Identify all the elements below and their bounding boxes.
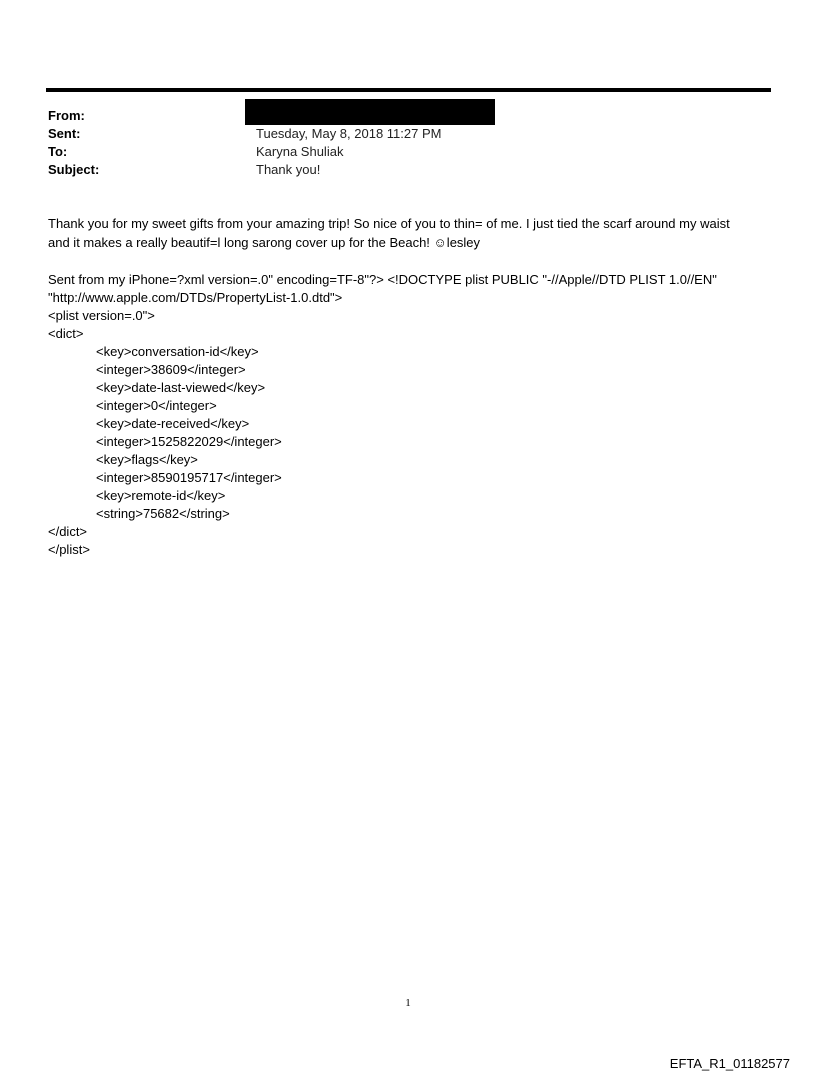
- bates-number: EFTA_R1_01182577: [669, 1056, 790, 1071]
- dict-open: <dict>: [48, 326, 84, 341]
- plist-close: </plist>: [48, 542, 90, 557]
- sent-from-line-1: Sent from my iPhone=?xml version=.0" encoding=TF-8"?> <!DOCTYPE plist PUBLIC "-//Apple//DTD PLIST 1.0//EN": [48, 272, 717, 287]
- plist-entry: <string>75682</string>: [96, 506, 230, 521]
- to-label: To:: [48, 144, 68, 159]
- plist-entry: <key>date-received</key>: [96, 416, 250, 431]
- header-rule: [46, 88, 771, 92]
- plist-entry: <key>remote-id</key>: [96, 488, 226, 503]
- sent-from-line-2: "http://www.apple.com/DTDs/PropertyList-1.0.dtd">: [48, 290, 343, 305]
- page-number: 1: [405, 997, 411, 1009]
- to-value: Karyna Shuliak: [256, 144, 344, 159]
- from-label: From:: [48, 108, 85, 123]
- plist-entry: <integer>38609</integer>: [96, 362, 246, 377]
- dict-close: </dict>: [48, 524, 88, 539]
- plist-open: <plist version=.0">: [48, 308, 155, 323]
- plist-entry: <integer>0</integer>: [96, 398, 217, 413]
- plist-entry: <integer>8590195717</integer>: [96, 470, 282, 485]
- plist-entry: <key>conversation-id</key>: [96, 344, 259, 359]
- plist-entry: <key>date-last-viewed</key>: [96, 380, 266, 395]
- sent-value: Tuesday, May 8, 2018 11:27 PM: [256, 126, 442, 141]
- subject-value: Thank you!: [256, 162, 321, 177]
- subject-label: Subject:: [48, 162, 100, 177]
- redaction-box: [245, 99, 495, 125]
- plist-entry: <key>flags</key>: [96, 452, 198, 467]
- plist-entry: <integer>1525822029</integer>: [96, 434, 282, 449]
- message-line-1: Thank you for my sweet gifts from your amazing trip! So nice of you to thin= of me. I just tied the scarf around my waist: [48, 216, 730, 231]
- sent-label: Sent:: [48, 126, 81, 141]
- message-line-2: and it makes a really beautif=l long sarong cover up for the Beach! ☺lesley: [48, 235, 481, 250]
